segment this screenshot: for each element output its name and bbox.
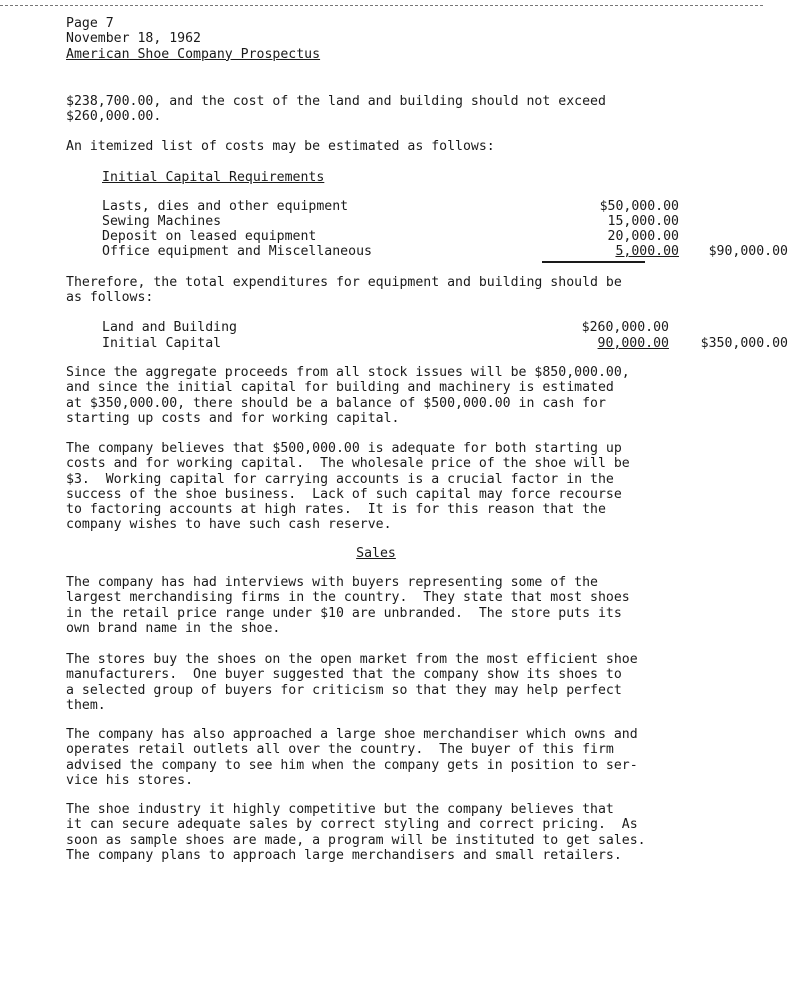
paragraph-line: and since the initial capital for building and machinery is estimated	[66, 380, 614, 396]
item-label: Sewing Machines	[102, 214, 222, 229]
table-row	[102, 320, 752, 335]
paragraph-line: it can secure adequate sales by correct styling and correct pricing. As	[66, 817, 638, 833]
table-row	[102, 229, 752, 244]
total-rule	[542, 261, 645, 263]
paragraph-line: $238,700.00, and the cost of the land and building should not exceed	[66, 94, 606, 109]
page-top-border	[0, 5, 763, 7]
table-row	[102, 244, 788, 259]
item-label: Deposit on leased equipment	[102, 229, 317, 244]
itemized-intro: An itemized list of costs may be estimated as follows:	[66, 139, 495, 154]
paragraph-line: The shoe industry it highly competitive but the company believes that	[66, 802, 614, 817]
expenditure-intro	[66, 275, 622, 306]
paragraph-line: Therefore, the total expenditures for equipment and building should be	[66, 275, 622, 290]
item-label: Lasts, dies and other equipment	[102, 199, 349, 214]
paragraph-line: largest merchandising firms in the country. They state that most shoes	[66, 590, 630, 606]
paragraph-line: $3. Working capital for carrying accounts is a crucial factor in the	[66, 471, 614, 487]
paragraph-line: advised the company to see him when the company gets in position to ser-	[66, 757, 638, 773]
paragraph-line: The company has also approached a large shoe merchandiser which owns and	[66, 727, 638, 742]
item-amount: $50,000.00	[599, 199, 679, 214]
item-label: Office equipment and Miscellaneous	[102, 244, 372, 259]
paragraph-line: vice his stores.	[66, 772, 194, 788]
paragraph-line: starting up costs and for working capital.	[66, 410, 400, 426]
paragraph-line: Since the aggregate proceeds from all stock issues will be $850,000.00,	[66, 365, 630, 380]
paragraph-line: own brand name in the shoe.	[66, 620, 281, 636]
sales-paragraph-2	[66, 652, 638, 713]
page-header	[66, 16, 320, 62]
paragraph-line: operates retail outlets all over the country. The buyer of this firm	[66, 742, 614, 758]
table-row	[102, 336, 788, 351]
paragraph-line: a selected group of buyers for criticism so that they may help perfect	[66, 682, 622, 698]
header-title: American Shoe Company Prospectus	[66, 46, 321, 62]
item-amount: $260,000.00	[581, 320, 669, 335]
paragraph-line: success of the shoe business. Lack of such capital may force recourse	[66, 486, 622, 502]
item-label: Land and Building	[102, 320, 237, 335]
paragraph-line: The stores buy the shoes on the open market from the most efficient shoe	[66, 652, 638, 667]
item-amount: 5,000.00	[615, 244, 679, 259]
paragraph-line: The company plans to approach large merchandisers and small retailers.	[66, 847, 622, 863]
table-row	[102, 214, 752, 229]
expenditure-total: $350,000.00	[700, 336, 788, 351]
sales-paragraph-1	[66, 575, 630, 636]
item-label: Initial Capital	[102, 336, 222, 351]
item-amount: 90,000.00	[597, 336, 669, 351]
page-number: Page 7	[66, 16, 114, 31]
paragraph-line: The company has had interviews with buyers representing some of the	[66, 575, 598, 590]
paragraph-line: in the retail price range under $10 are unbranded. The store puts its	[66, 605, 622, 621]
paragraph-line: soon as sample shoes are made, a program will be instituted to get sales.	[66, 832, 646, 848]
intro-paragraph	[66, 94, 606, 125]
sales-paragraph-3	[66, 727, 638, 788]
item-amount: 20,000.00	[607, 229, 679, 244]
capital-heading: Initial Capital Requirements	[102, 170, 325, 185]
sales-heading: Sales	[356, 546, 396, 561]
header-date: November 18, 1962	[66, 31, 201, 47]
paragraph-line: The company believes that $500,000.00 is adequate for both starting up	[66, 441, 622, 456]
paragraph-line: at $350,000.00, there should be a balance of $500,000.00 in cash for	[66, 395, 606, 411]
item-amount: 15,000.00	[607, 214, 679, 229]
paragraph-line: $260,000.00.	[66, 109, 162, 125]
capital-total: $90,000.00	[708, 244, 788, 259]
adequacy-paragraph	[66, 441, 630, 533]
proceeds-paragraph	[66, 365, 630, 426]
paragraph-line: manufacturers. One buyer suggested that the company show its shoes to	[66, 667, 622, 683]
paragraph-line: costs and for working capital. The wholesale price of the shoe will be	[66, 456, 630, 472]
table-row	[102, 199, 752, 214]
sales-paragraph-4	[66, 802, 646, 863]
paragraph-line: company wishes to have such cash reserve.	[66, 517, 392, 533]
paragraph-line: them.	[66, 697, 106, 713]
paragraph-line: as follows:	[66, 290, 154, 306]
paragraph-line: to factoring accounts at high rates. It is for this reason that the	[66, 502, 606, 518]
